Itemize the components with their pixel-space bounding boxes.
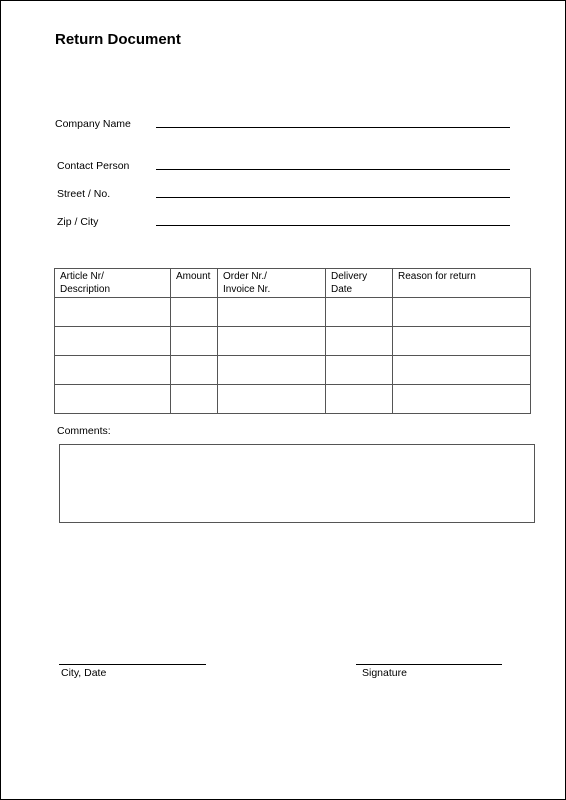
- table-row: [55, 298, 531, 327]
- table-row: [55, 356, 531, 385]
- company-name-field[interactable]: [156, 127, 510, 128]
- page-title: Return Document: [55, 31, 181, 48]
- street-field[interactable]: [156, 197, 510, 198]
- table-cell[interactable]: [218, 356, 326, 385]
- contact-person-label: Contact Person: [57, 160, 130, 172]
- table-cell[interactable]: [171, 356, 218, 385]
- comments-label: Comments:: [57, 425, 111, 437]
- table-cell[interactable]: [218, 385, 326, 414]
- table-cell[interactable]: [218, 298, 326, 327]
- table-row: [55, 327, 531, 356]
- column-header-reason: Reason for return: [393, 269, 531, 298]
- table-row: [55, 385, 531, 414]
- table-cell[interactable]: [55, 385, 171, 414]
- table-cell[interactable]: [171, 327, 218, 356]
- table-cell[interactable]: [326, 327, 393, 356]
- table-cell[interactable]: [326, 385, 393, 414]
- contact-person-field[interactable]: [156, 169, 510, 170]
- table-cell[interactable]: [393, 385, 531, 414]
- table-cell[interactable]: [326, 298, 393, 327]
- table-cell[interactable]: [326, 356, 393, 385]
- table-cell[interactable]: [393, 298, 531, 327]
- column-header-order-invoice: Order Nr./ Invoice Nr.: [218, 269, 326, 298]
- street-label: Street / No.: [57, 188, 111, 200]
- signature-line[interactable]: [356, 664, 502, 665]
- table-cell[interactable]: [55, 327, 171, 356]
- company-name-label: Company Name: [55, 118, 131, 130]
- city-date-line[interactable]: [59, 664, 206, 665]
- zip-city-field[interactable]: [156, 225, 510, 226]
- column-header-article: Article Nr/ Description: [55, 269, 171, 298]
- table-cell[interactable]: [393, 327, 531, 356]
- zip-city-label: Zip / City: [57, 216, 99, 228]
- column-header-amount: Amount: [171, 269, 218, 298]
- table-cell[interactable]: [218, 327, 326, 356]
- table-header-row: [55, 269, 531, 298]
- column-header-delivery-date: Delivery Date: [326, 269, 393, 298]
- table-cell[interactable]: [171, 385, 218, 414]
- comments-box[interactable]: [59, 444, 535, 523]
- table-cell[interactable]: [55, 356, 171, 385]
- city-date-label: City, Date: [61, 667, 107, 679]
- return-items-table: [54, 268, 531, 414]
- table-cell[interactable]: [171, 298, 218, 327]
- table-body: [55, 298, 531, 414]
- table-cell[interactable]: [55, 298, 171, 327]
- signature-label: Signature: [362, 667, 407, 679]
- table-cell[interactable]: [393, 356, 531, 385]
